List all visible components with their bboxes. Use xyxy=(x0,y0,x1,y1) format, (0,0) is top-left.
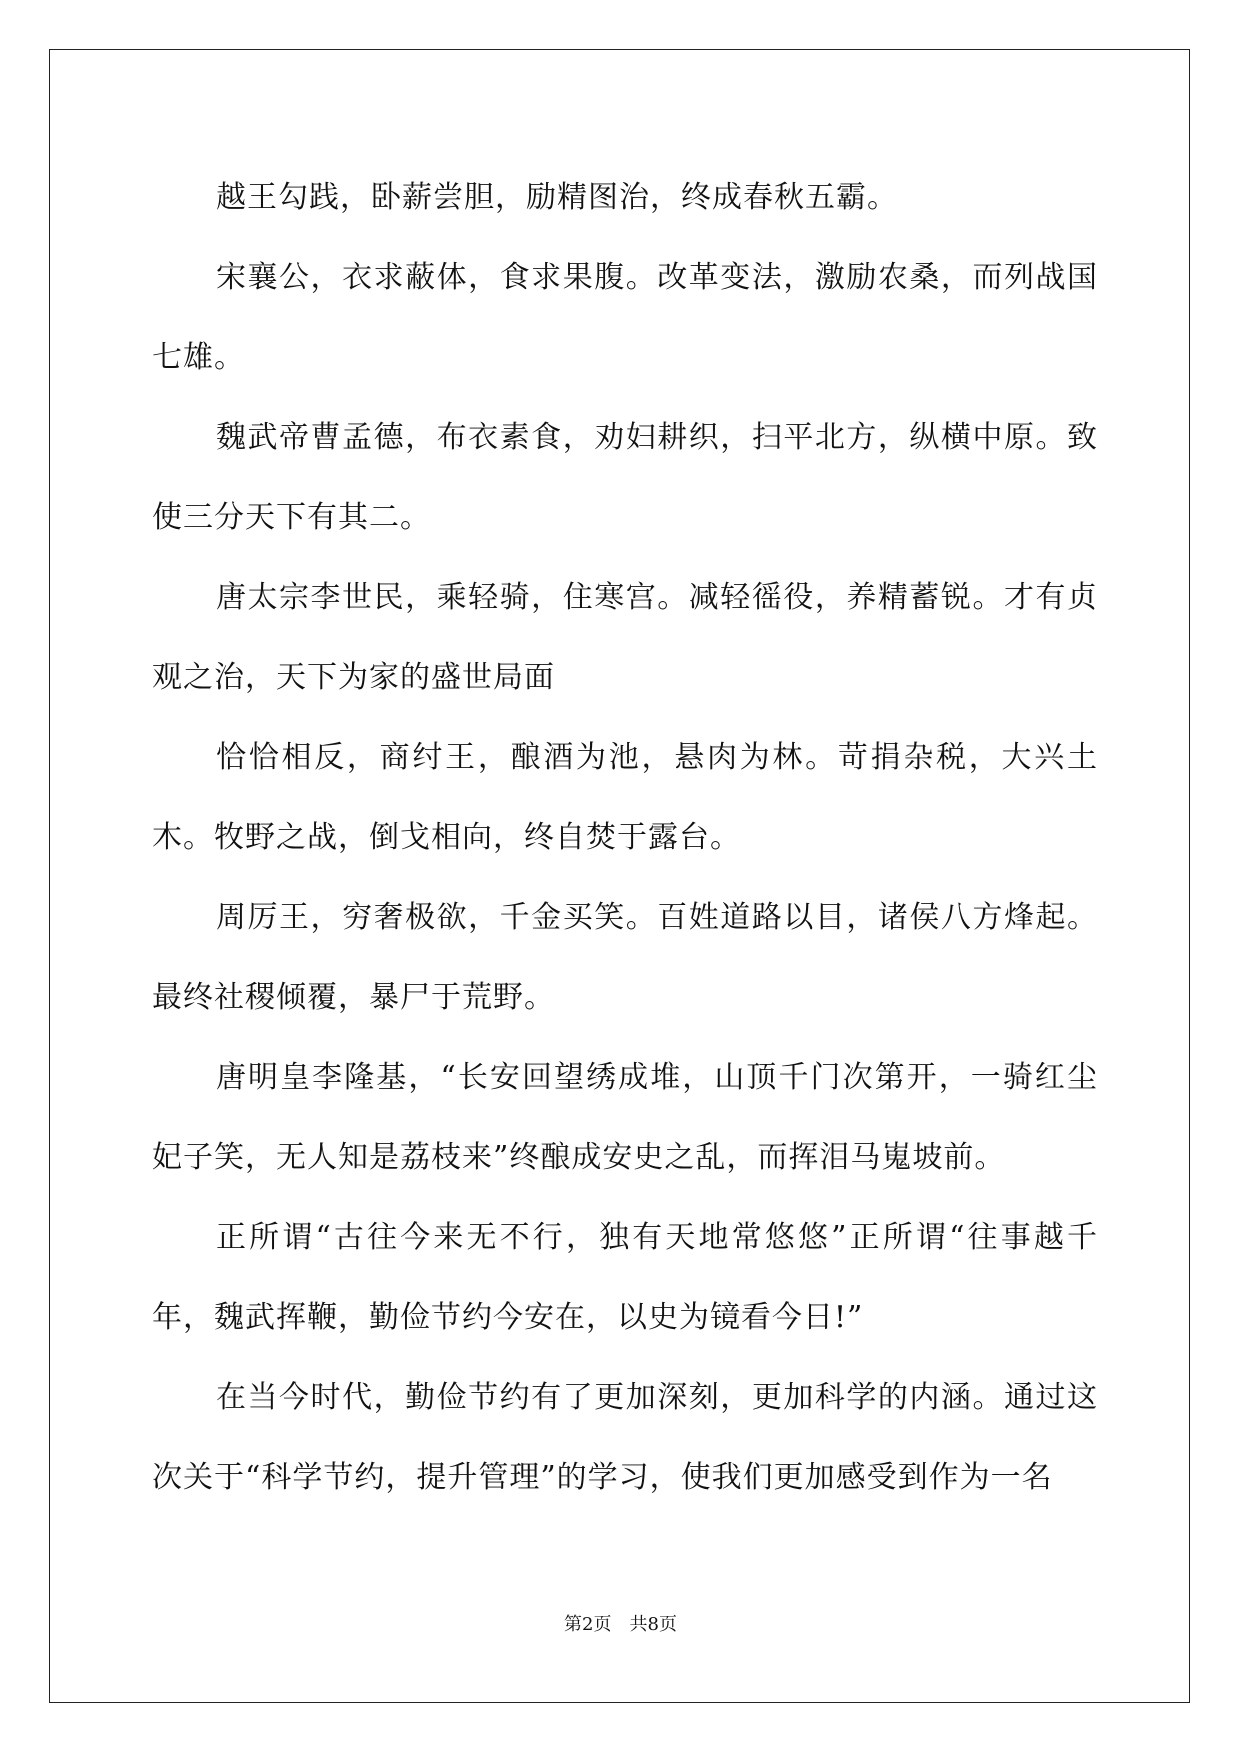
document-body xyxy=(152,158,1098,1518)
paragraph: 魏武帝曹孟德，布衣素食，劝妇耕织，扫平北方，纵横中原。致使三分天下有其二。 xyxy=(152,420,1098,535)
page-total: 共8页 xyxy=(629,1614,677,1635)
paragraph: 唐明皇李隆基，“长安回望绣成堆，山顶千门次第开，一骑红尘妃子笑，无人知是荔枝来”终酿成安史之乱，而挥泪马嵬坡前。 xyxy=(152,1060,1098,1175)
paragraph: 在当今时代，勤俭节约有了更加深刻，更加科学的内涵。通过这次关于“科学节约，提升管理”的学习，使我们更加感受到作为一名 xyxy=(152,1380,1098,1495)
paragraph: 越王勾践，卧薪尝胆，励精图治，终成春秋五霸。 xyxy=(216,180,898,215)
paragraph: 宋襄公，衣求蔽体，食求果腹。改革变法，激励农桑，而列战国七雄。 xyxy=(152,260,1098,375)
page-number: 第2页 xyxy=(564,1614,612,1635)
paragraph: 唐太宗李世民，乘轻骑，住寒宫。减轻徭役，养精蓄锐。才有贞观之治，天下为家的盛世局面 xyxy=(152,580,1098,695)
paragraph: 恰恰相反，商纣王，酿酒为池，悬肉为林。苛捐杂税，大兴土木。牧野之战，倒戈相向，终自焚于露台。 xyxy=(152,740,1098,855)
paragraph: 正所谓“古往今来无不行，独有天地常悠悠”正所谓“往事越千年，魏武挥鞭，勤俭节约今安在，以史为镜看今日!” xyxy=(152,1220,1098,1335)
paragraph: 周厉王，穷奢极欲，千金买笑。百姓道路以目，诸侯八方烽起。最终社稷倾覆，暴尸于荒野。 xyxy=(152,900,1098,1015)
page-footer xyxy=(0,1613,1241,1637)
